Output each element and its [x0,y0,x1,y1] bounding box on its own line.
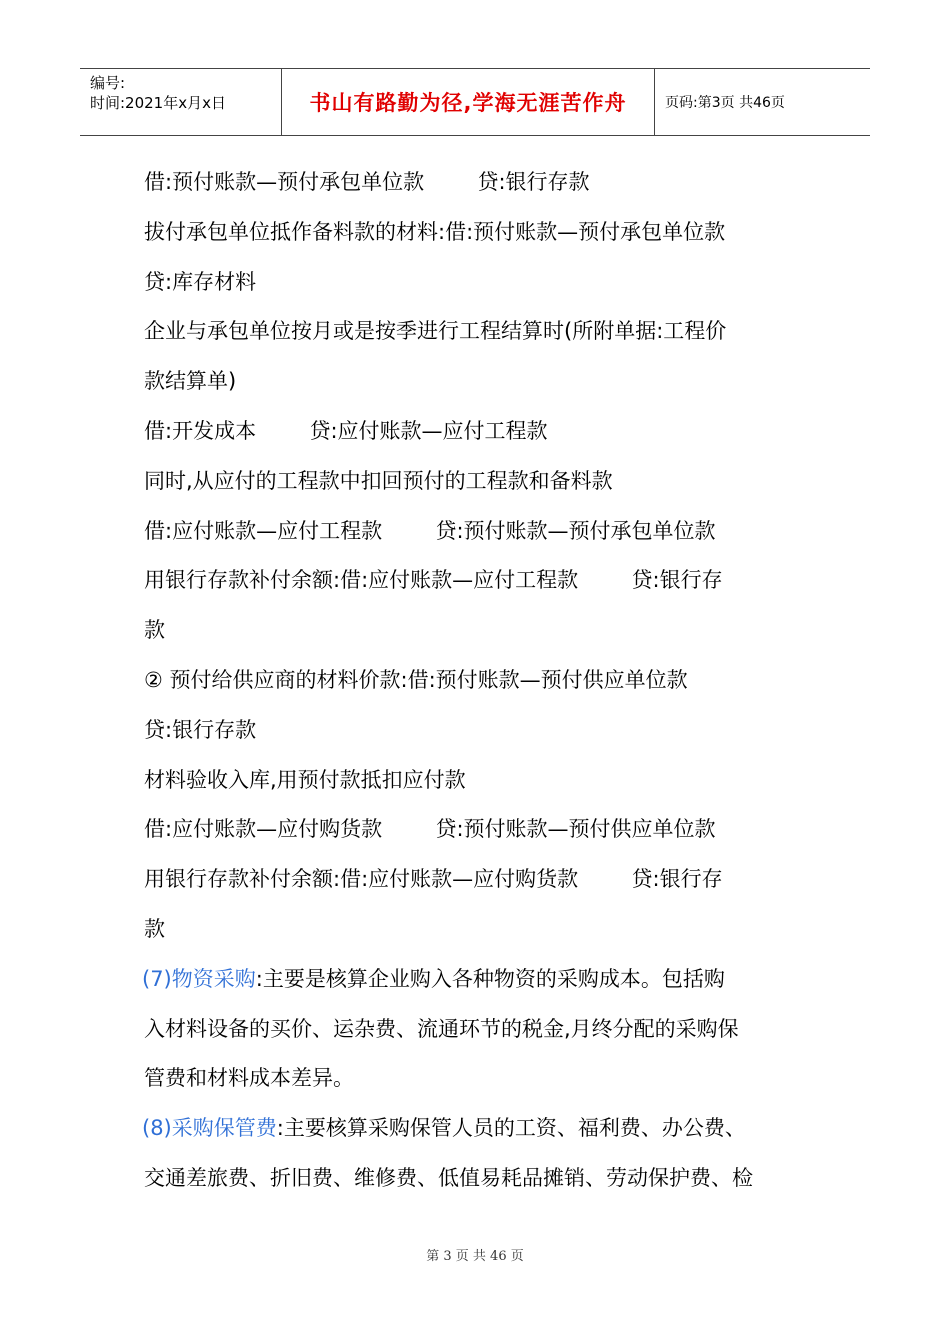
body-line: 企业与承包单位按月或是按季进行工程结算时(所附单据:工程价 [144,319,727,344]
page-total: 共46页 [739,95,785,111]
page-header [80,68,870,136]
body-line: 贷:银行存款 [144,717,257,742]
header-page-info [655,69,870,135]
item7-line: 入材料设备的买价、运杂费、流通环节的税金,月终分配的采购保 [144,1016,739,1041]
body-line: 贷:库存材料 [144,269,257,294]
item8-line: 交通差旅费、折旧费、维修费、低值易耗品摊销、劳动保护费、检 [144,1165,753,1190]
header-meta [80,69,282,135]
document-number-label: 编号: [90,74,126,92]
body-line: ② 预付给供应商的材料价款:借:预付账款—预付供应单位款 [144,667,688,692]
page-current: 第3页 [697,95,735,111]
body-line: 款结算单) [144,369,237,394]
header-motto-cell [282,69,655,135]
page-footer: 第 3 页 共 46 页 [426,1249,524,1264]
body-line: 借:预付账款—预付承包单位款 贷:银行存款 [144,170,590,194]
body-line: 借:应付账款—应付购货款 贷:预付账款—预付供应单位款 [144,817,716,842]
body-line: 同时,从应付的工程款中扣回预付的工程款和备料款 [144,468,613,493]
header-motto: 书山有路勤为径,学海无涯苦作舟 [309,91,627,115]
item8-term: (8)采购保管费 [142,1116,277,1141]
body-line: 拔付承包单位抵作备料款的材料:借:预付账款—预付承包单位款 [144,219,726,244]
document-body [144,158,824,1204]
document-time-label: 时间:2021年x月x日 [90,94,226,112]
body-line: 款 [144,916,165,941]
body-line: 借:开发成本 贷:应付账款—应付工程款 [144,418,548,443]
body-line: 材料验收入库,用预付款抵扣应付款 [144,767,466,792]
item7-first-line [142,955,824,1005]
item8-first-line [142,1104,824,1154]
item7-line: 管费和材料成本差异。 [144,1066,354,1091]
item8-desc: :主要核算采购保管人员的工资、福利费、办公费、 [276,1116,746,1141]
body-line: 借:应付账款—应付工程款 贷:预付账款—预付承包单位款 [144,518,716,543]
page-label: 页码: [665,95,698,111]
item7-desc: :主要是核算企业购入各种物资的采购成本。包括购 [255,966,725,991]
body-line: 用银行存款补付余额:借:应付账款—应付购货款 贷:银行存 [144,867,723,892]
item7-term: (7)物资采购 [142,966,256,991]
body-line: 款 [144,618,165,643]
body-line: 用银行存款补付余额:借:应付账款—应付工程款 贷:银行存 [144,568,723,593]
